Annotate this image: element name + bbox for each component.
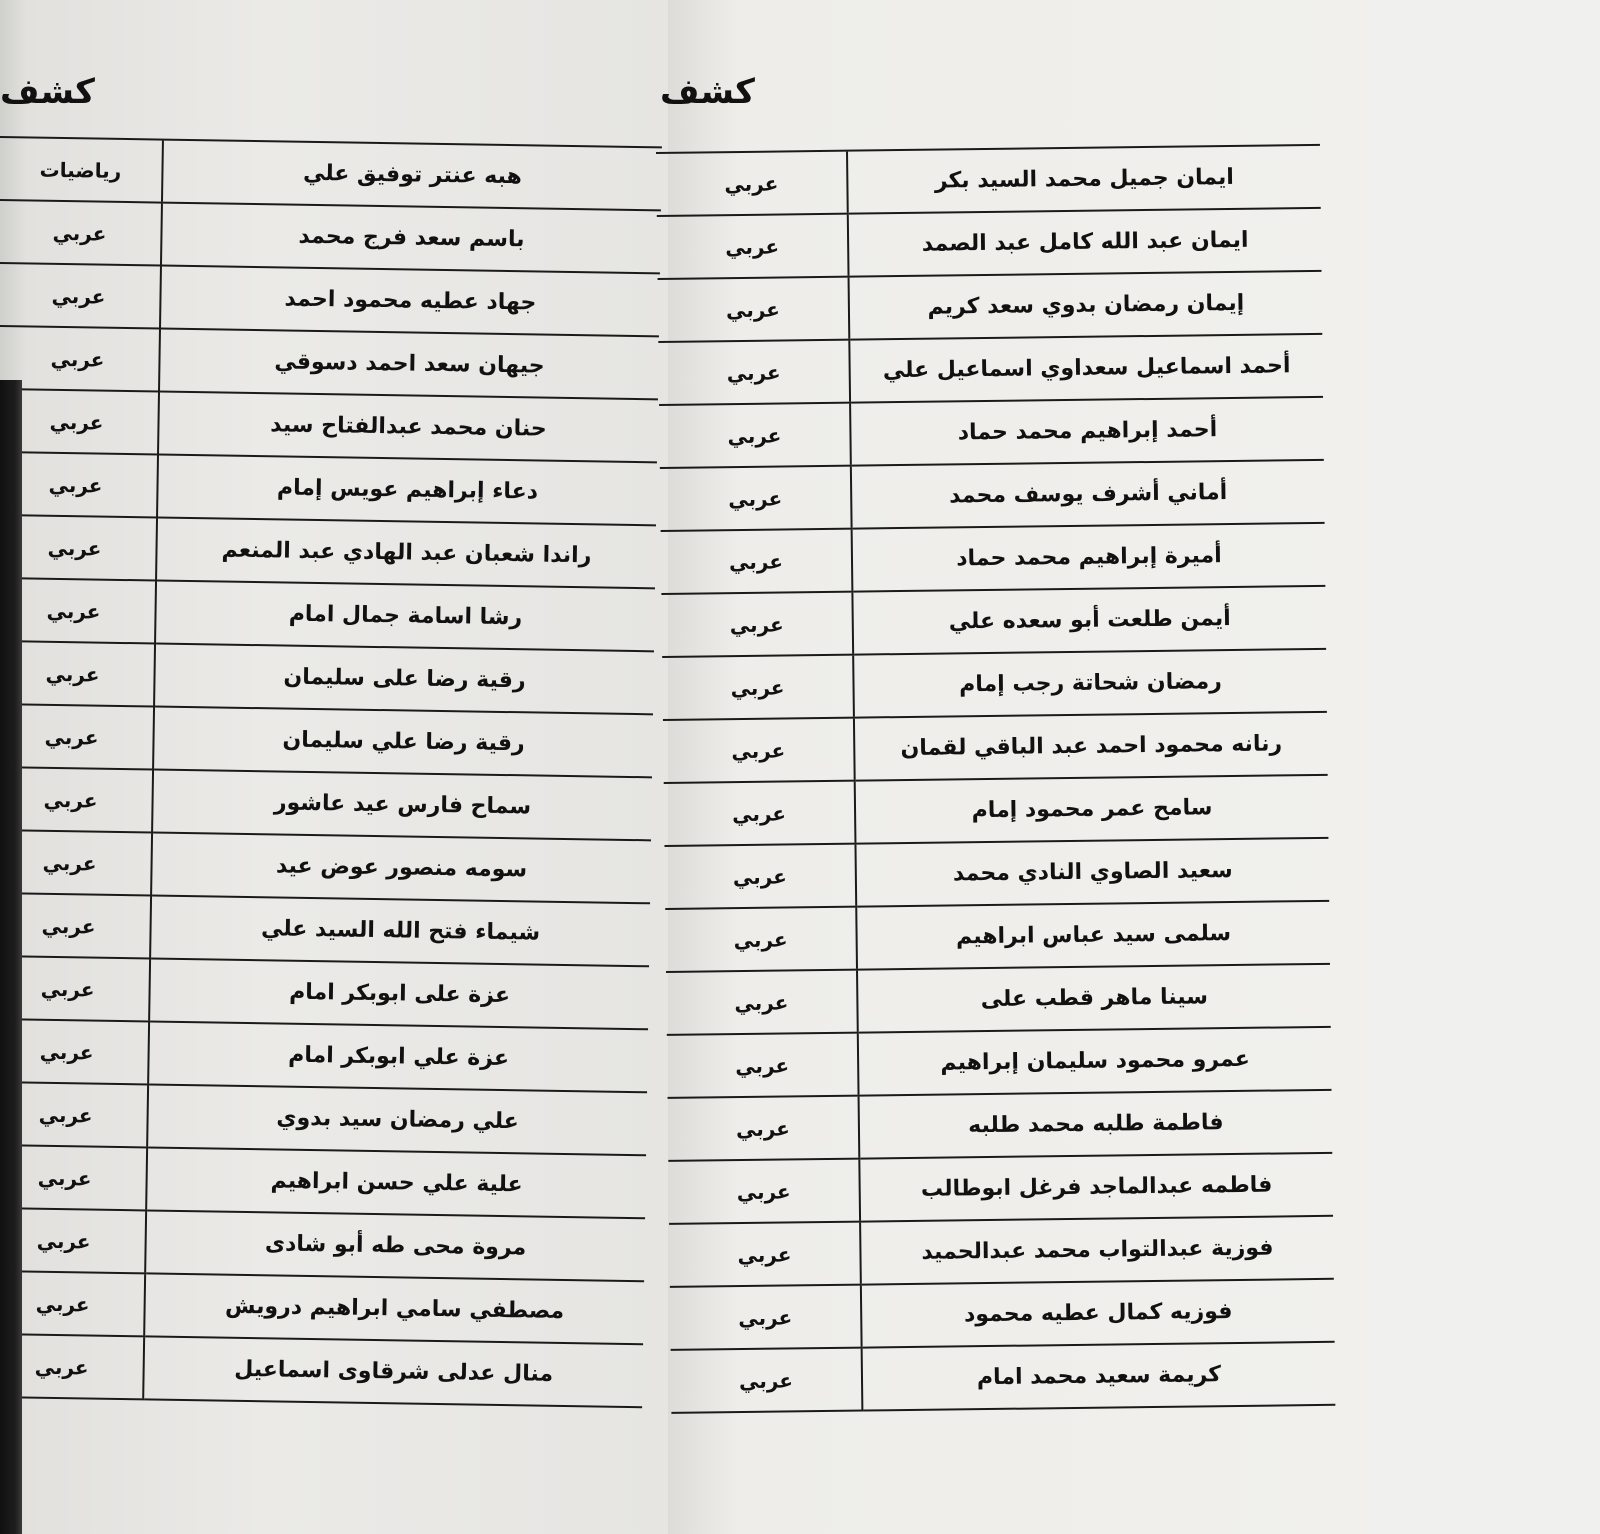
student-name-cell: فاطمة طلبه محمد طلبه xyxy=(859,1090,1333,1159)
student-name-cell: فوزية عبدالتواب محمد عبدالحميد xyxy=(860,1216,1334,1285)
student-name-cell: أحمد اسماعيل سعداوي اسماعيل علي xyxy=(849,334,1323,403)
student-name-cell: مروة محى طه أبو شادى xyxy=(145,1210,645,1281)
subject-cell: عربي xyxy=(0,1145,147,1211)
subject-cell: عربي xyxy=(0,704,154,770)
subject-cell: عربي xyxy=(0,893,151,959)
student-name-cell: فوزيه كمال عطيه محمود xyxy=(861,1279,1335,1348)
subject-cell: عربي xyxy=(660,466,852,531)
blank-margin xyxy=(1370,0,1600,1534)
table-row xyxy=(0,1145,646,1218)
table-row xyxy=(670,1279,1335,1350)
subject-cell: عربي xyxy=(666,970,858,1035)
subject-cell: عربي xyxy=(0,1019,149,1085)
subject-cell: عربي xyxy=(0,326,160,392)
left-page xyxy=(0,0,668,1534)
table-row xyxy=(663,712,1328,783)
student-name-cell: سومه منصور عوض عيد xyxy=(151,832,651,903)
table-row xyxy=(671,1342,1336,1413)
table-row xyxy=(0,767,652,840)
table-row xyxy=(0,1208,645,1281)
table-row xyxy=(0,893,650,966)
left-page-heading: كشف xyxy=(0,72,95,112)
table-row xyxy=(0,389,658,462)
table-row xyxy=(0,578,655,651)
student-name-cell: عزة على ابوبكر امام xyxy=(149,958,649,1029)
table-row xyxy=(669,1216,1334,1287)
student-name-cell: سعيد الصاوي النادي محمد xyxy=(855,838,1329,907)
table-row xyxy=(0,452,657,525)
student-name-cell: مصطفي سامي ابراهيم درويش xyxy=(144,1273,644,1344)
student-name-cell: سلمى سيد عباس ابراهيم xyxy=(856,901,1330,970)
subject-cell: عربي xyxy=(0,389,159,455)
subject-cell: عربي xyxy=(0,1082,148,1148)
subject-cell: عربي xyxy=(0,200,162,266)
table-row xyxy=(0,830,651,903)
table-row xyxy=(661,523,1326,594)
student-name-cell: هبه عنتر توفيق علي xyxy=(162,140,662,211)
table-row xyxy=(668,1153,1333,1224)
subject-cell: عربي xyxy=(668,1159,860,1224)
subject-cell: عربي xyxy=(0,1208,146,1274)
student-name-cell: سماح فارس عيد عاشور xyxy=(152,769,652,840)
table-row xyxy=(662,649,1327,720)
subject-cell: عربي xyxy=(662,655,854,720)
book-spine-shadow xyxy=(0,380,22,1534)
subject-cell: عربي xyxy=(656,151,848,216)
student-name-cell: حنان محمد عبدالفتاح سيد xyxy=(158,392,658,463)
student-name-cell: فاطمه عبدالماجد فرغل ابوطالب xyxy=(859,1153,1333,1222)
subject-cell: عربي xyxy=(664,781,856,846)
student-name-cell: ايمان عبد الله كامل عبد الصمد xyxy=(848,208,1322,277)
student-name-cell: رقية رضا على سليمان xyxy=(154,643,654,714)
student-name-cell: شيماء فتح الله السيد علي xyxy=(150,895,650,966)
table-row xyxy=(668,1090,1333,1161)
table-row xyxy=(0,515,656,588)
subject-cell: عربي xyxy=(0,1334,144,1400)
subject-cell: عربي xyxy=(0,641,155,707)
subject-cell: عربي xyxy=(0,767,153,833)
table-row xyxy=(0,641,654,714)
table-row xyxy=(658,334,1323,405)
table-row xyxy=(0,1019,648,1092)
subject-cell: عربي xyxy=(658,277,850,342)
subject-cell: عربي xyxy=(667,1033,859,1098)
table-row xyxy=(666,964,1331,1035)
student-name-cell: رشا اسامة جمال امام xyxy=(155,581,655,652)
table-row xyxy=(664,775,1329,846)
subject-cell: عربي xyxy=(0,263,161,329)
subject-cell: رياضيات xyxy=(0,137,163,203)
student-name-cell: أحمد إبراهيم محمد حماد xyxy=(850,397,1324,466)
student-name-cell: أميرة إبراهيم محمد حماد xyxy=(852,523,1326,592)
subject-cell: عربي xyxy=(661,529,853,594)
subject-cell: عربي xyxy=(661,592,853,657)
student-name-cell: أيمن طلعت أبو سعده علي xyxy=(852,586,1326,655)
subject-cell: عربي xyxy=(0,578,156,644)
table-row xyxy=(664,838,1329,909)
subject-cell: عربي xyxy=(657,214,849,279)
student-name-cell: رمضان شحاتة رجب إمام xyxy=(853,649,1327,718)
student-name-cell: أماني أشرف يوسف محمد xyxy=(851,460,1325,529)
student-name-cell: عمرو محمود سليمان إبراهيم xyxy=(858,1027,1332,1096)
subject-cell: عربي xyxy=(669,1222,861,1287)
left-roster-table xyxy=(0,136,662,1408)
table-row xyxy=(659,397,1324,468)
table-row xyxy=(657,208,1322,279)
table-row xyxy=(0,1334,643,1407)
student-name-cell: علية علي حسن ابراهيم xyxy=(146,1147,646,1218)
right-page-heading: كشف xyxy=(660,72,755,112)
table-row xyxy=(0,137,662,210)
table-row xyxy=(0,200,661,273)
subject-cell: عربي xyxy=(658,340,850,405)
subject-cell: عربي xyxy=(664,844,856,909)
subject-cell: عربي xyxy=(659,403,851,468)
student-name-cell: كريمة سعيد محمد امام xyxy=(862,1342,1336,1411)
table-row xyxy=(656,145,1321,216)
table-row xyxy=(0,1082,647,1155)
student-name-cell: سامح عمر محمود إمام xyxy=(855,775,1329,844)
student-name-cell: منال عدلى شرقاوى اسماعيل xyxy=(143,1336,643,1407)
subject-cell: عربي xyxy=(665,907,857,972)
student-name-cell: راندا شعبان عبد الهادي عبد المنعم xyxy=(156,518,656,589)
table-row xyxy=(661,586,1326,657)
student-name-cell: رنانه محمود احمد عبد الباقي لقمان xyxy=(854,712,1328,781)
subject-cell: عربي xyxy=(671,1348,863,1413)
student-name-cell: دعاء إبراهيم عويس إمام xyxy=(157,455,657,526)
student-name-cell: رقية رضا علي سليمان xyxy=(153,706,653,777)
right-page xyxy=(660,0,1370,1534)
subject-cell: عربي xyxy=(0,956,150,1022)
table-row xyxy=(660,460,1325,531)
student-name-cell: جهاد عطيه محمود احمد xyxy=(160,266,660,337)
student-name-cell: جيهان سعد احمد دسوقي xyxy=(159,329,659,400)
subject-cell: عربي xyxy=(668,1096,860,1161)
student-name-cell: باسم سعد فرج محمد xyxy=(161,203,661,274)
table-row xyxy=(667,1027,1332,1098)
table-row xyxy=(0,956,649,1029)
right-roster-table xyxy=(656,144,1335,1414)
subject-cell: عربي xyxy=(670,1285,862,1350)
table-row xyxy=(0,326,659,399)
table-row xyxy=(665,901,1330,972)
table-row xyxy=(0,263,660,336)
student-name-cell: سينا ماهر قطب على xyxy=(857,964,1331,1033)
student-name-cell: إيمان رمضان بدوي سعد كريم xyxy=(849,271,1323,340)
table-row xyxy=(658,271,1323,342)
subject-cell: عربي xyxy=(0,452,158,518)
student-name-cell: ايمان جميل محمد السيد بكر xyxy=(847,145,1321,214)
table-row xyxy=(0,704,653,777)
subject-cell: عربي xyxy=(0,1271,145,1337)
subject-cell: عربي xyxy=(0,830,152,896)
table-row xyxy=(0,1271,644,1344)
student-name-cell: علي رمضان سيد بدوي xyxy=(147,1084,647,1155)
subject-cell: عربي xyxy=(663,718,855,783)
student-name-cell: عزة علي ابوبكر امام xyxy=(148,1021,648,1092)
subject-cell: عربي xyxy=(0,515,157,581)
